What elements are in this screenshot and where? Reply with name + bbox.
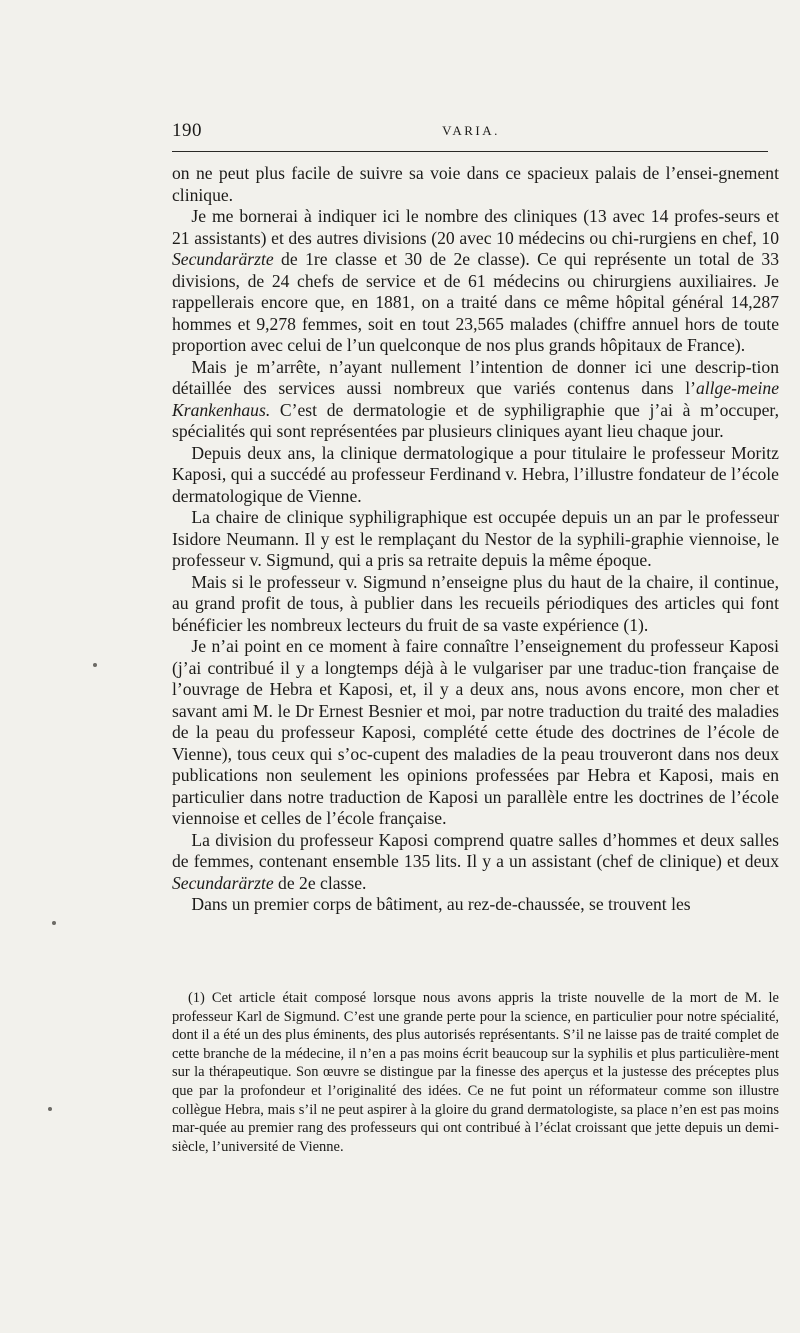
text-run: Je me bornerai à indiquer ici le nombre des cliniques (13 avec 14 profes-seurs et 21 assistants) et des autres divisions (20 avec 10 médecins ou chi-rurgiens en chef, 10 — [172, 206, 779, 248]
paragraph: Mais si le professeur v. Sigmund n’enseigne plus du haut de la chaire, il continue, au grand profit de tous, à publier dans les recueils périodiques des articles qui font bénéficier les nombreux lecteurs du fruit de sa vaste expérience (1). — [172, 571, 779, 635]
text-run: de 2e classe. — [273, 872, 367, 893]
text-run: Mais je m’arrête, n’ayant nullement l’intention de donner ici une descrip-tion détaillée des services aussi nombreux que variés contenus dans l’ — [172, 356, 779, 398]
paragraph — [172, 206, 779, 357]
running-head — [172, 120, 770, 150]
margin-mark — [52, 921, 56, 925]
running-title: VARIA. — [442, 123, 500, 138]
header-rule — [172, 151, 768, 152]
margin-mark — [48, 1107, 52, 1111]
text-run: de 1re classe et 30 de 2e classe). Ce qui représente un total de 33 divisions, de 24 chefs de service et de 61 médecins ou chirurgiens auxiliaires. Je rappellerais encore que, en 1881, on a traité dans ce même hôpital général 14,287 hommes et 9,278 femmes, soit en tout 23,565 malades (chiffre annuel hors de toute proportion avec celui de l’un quelconque de nos plus grands hôpitaux de France). — [172, 249, 779, 355]
text-run: La division du professeur Kaposi comprend quatre salles d’hommes et deux salles de femmes, contenant ensemble 135 lits. Il y a un assistant (chef de clinique) et deux — [172, 829, 779, 871]
paragraph: Depuis deux ans, la clinique dermatologique a pour titulaire le professeur Moritz Kaposi, qui a succédé au professeur Ferdinand v. Hebra, l’illustre fondateur de l’école dermatologique de Vienne. — [172, 442, 779, 506]
italic-term: Secundarärzte — [172, 872, 274, 893]
italic-term: Secundarärzte — [172, 249, 274, 269]
italic-term: allge-meine Krankenhaus. — [172, 378, 779, 420]
page-number: 190 — [172, 120, 202, 141]
paragraph: Je n’ai point en ce moment à faire connaître l’enseignement du professeur Kaposi (j’ai contribué il y a longtemps déjà à le vulgariser par une traduc-tion française de l’ouvrage de Hebra et Kaposi, et, il y a deux ans, nous avons encore, mon cher et savant ami M. le Dr Ernest Besnier et moi, par notre traduction du traité des maladies de la peau du professeur Kaposi, complété cette étude des doctrines de l’école de Vienne), tous ceux qui s’oc-cupent des maladies de la peau trouveront dans nos deux publications non seulement les opinions professées par Hebra et Kaposi, mais en particulier dans notre traduction de Kaposi un parallèle entre les doctrines de l’école viennoise et celles de l’école française. — [172, 636, 779, 828]
footnote: (1) Cet article était composé lorsque nous avons appris la triste nouvelle de la mort de M. le professeur Karl de Sigmund. C’est une grande perte pour la science, en particulier pour notre spécialité, dont il a été un des plus éminents, des plus autorisés représentants. S’il ne laisse pas de traité complet de cette branche de la médecine, il n’en a pas moins écrit beaucoup sur la syphilis et plus particulière-ment sur la thérapeutique. Son œuvre se distingue par la finesse des aperçus et la justesse des préceptes plus que par la profondeur et l’originalité des idées. Ce ne fut point un réformateur comme son illustre collègue Hebra, mais s’il ne peut aspirer à la gloire du grand dermatologiste, sa place n’en est pas moins mar-quée au premier rang des professeurs qui ont contribué à l’éclat croissant que jette depuis un demi-siècle, l’université de Vienne. — [172, 990, 779, 1155]
body-text — [172, 163, 779, 916]
text-run: C’est de dermatologie et de syphiligraphie que j’ai à m’occuper, spécialités qui sont représentées par plusieurs cliniques ayant lieu chaque jour. — [172, 399, 779, 441]
paragraph: on ne peut plus facile de suivre sa voie dans ce spacieux palais de l’ensei-gnement clinique. — [172, 163, 779, 205]
margin-mark — [93, 663, 97, 667]
paragraph — [172, 830, 779, 895]
paragraph: Dans un premier corps de bâtiment, au rez-de-chaussée, se trouvent les — [191, 894, 691, 914]
paragraph — [172, 357, 779, 443]
paragraph: La chaire de clinique syphiligraphique est occupée depuis un an par le professeur Isidore Neumann. Il y est le remplaçant du Nestor de la syphili-graphie viennoise, le professeur v. Sigmund, qui a pris sa retraite depuis la même époque. — [172, 507, 779, 570]
